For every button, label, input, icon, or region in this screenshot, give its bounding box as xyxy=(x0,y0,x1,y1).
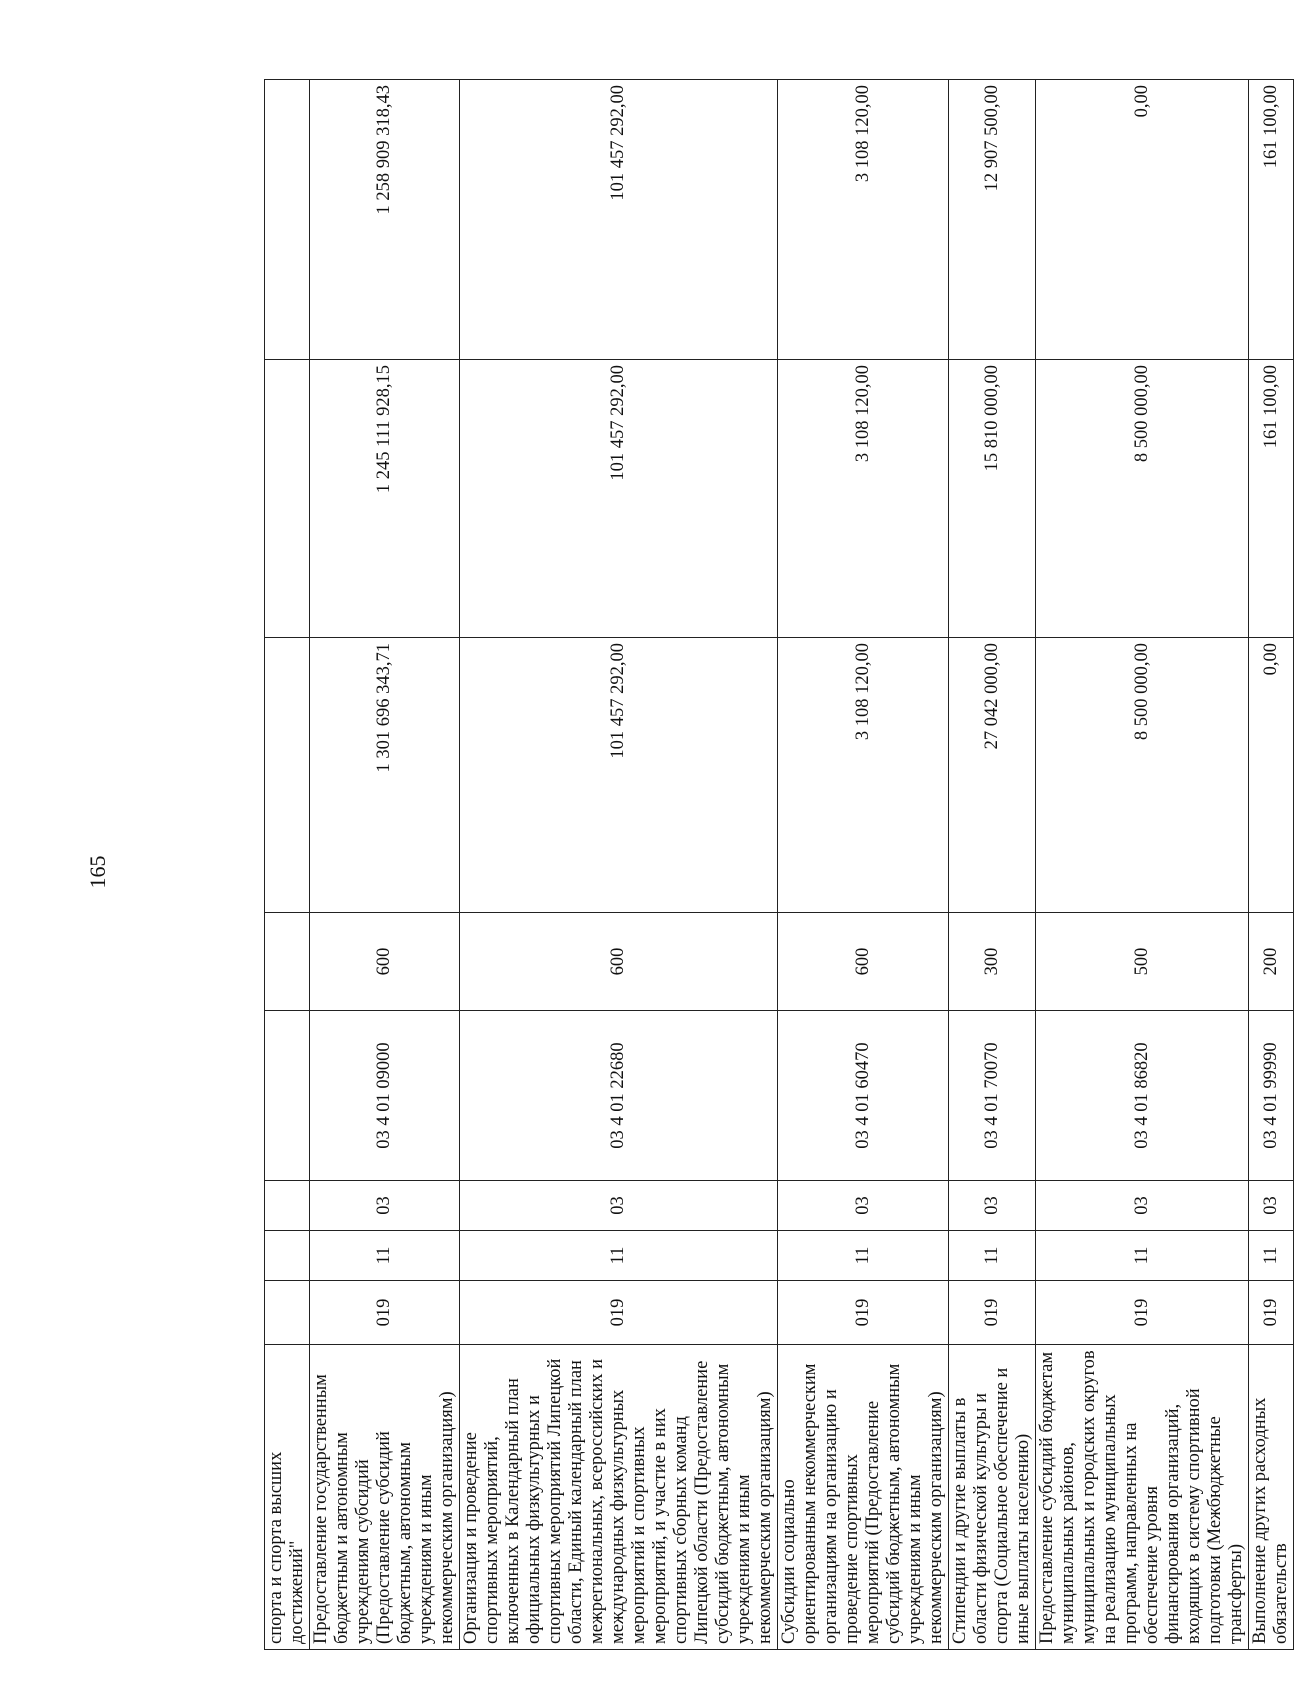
row-sum-1: 1 301 696 343,71 xyxy=(310,638,460,913)
row-gl: 019 xyxy=(460,1281,778,1345)
row-name: Выполнение других расходных обязательств xyxy=(1249,1345,1294,1650)
row-sum-2: 3 108 120,00 xyxy=(778,360,949,638)
row-name: спорта и спорта высших достижений" xyxy=(265,1345,310,1650)
row-csr: 03 4 01 09000 xyxy=(310,1011,460,1181)
table-row xyxy=(949,80,1036,1650)
row-csr xyxy=(265,1011,310,1181)
row-name: Организация и проведение спортивных мероприятий, включенных в Календарный план официальных физкультурных и спортивных мероприятий Липецкой области, Единый календарный план межрегиональных, всероссийских и международных физкультурных мероприятий и спортивных мероприятий, и участие в них спортивных сборных команд Липецкой области (Предоставление субсидий бюджетным, автономным учреждениям и иным некоммерческим организациям) xyxy=(460,1345,778,1650)
row-pr: 03 xyxy=(310,1181,460,1231)
row-sum-3: 0,00 xyxy=(1036,80,1249,360)
row-sum-2 xyxy=(265,360,310,638)
rotated-table-wrapper xyxy=(264,80,1291,1650)
row-pr xyxy=(265,1181,310,1231)
row-rz: 11 xyxy=(460,1231,778,1281)
row-vr: 600 xyxy=(460,913,778,1011)
row-csr: 03 4 01 99990 xyxy=(1249,1011,1294,1181)
row-csr: 03 4 01 60470 xyxy=(778,1011,949,1181)
row-rz xyxy=(265,1231,310,1281)
row-sum-1: 3 108 120,00 xyxy=(778,638,949,913)
row-sum-3: 12 907 500,00 xyxy=(949,80,1036,360)
table-row xyxy=(265,80,310,1650)
page-number: 165 xyxy=(85,855,110,889)
row-vr: 200 xyxy=(1249,913,1294,1011)
row-gl: 019 xyxy=(310,1281,460,1345)
row-rz: 11 xyxy=(310,1231,460,1281)
row-vr: 300 xyxy=(949,913,1036,1011)
row-gl: 019 xyxy=(1036,1281,1249,1345)
row-sum-3: 1 258 909 318,43 xyxy=(310,80,460,360)
row-gl: 019 xyxy=(1249,1281,1294,1345)
row-name: Предоставление субсидий бюджетам муниципальных районов, муниципальных и городских округов на реализацию муниципальных программ, направленных на обеспечение уровня финансирования организаций, входящих в систему спортивной подготовки (Межбюджетные трансферты) xyxy=(1036,1345,1249,1650)
row-csr: 03 4 01 86820 xyxy=(1036,1011,1249,1181)
row-gl: 019 xyxy=(949,1281,1036,1345)
row-vr: 600 xyxy=(778,913,949,1011)
row-sum-2: 15 810 000,00 xyxy=(949,360,1036,638)
row-sum-3: 3 108 120,00 xyxy=(778,80,949,360)
row-sum-3: 101 457 292,00 xyxy=(460,80,778,360)
row-name: Субсидии социально ориентированным некоммерческим организациям на организацию и проведение спортивных мероприятий (Предоставление субсидий бюджетным, автономным учреждениям и иным некоммерческим организациям) xyxy=(778,1345,949,1650)
row-csr: 03 4 01 22680 xyxy=(460,1011,778,1181)
table-row xyxy=(778,80,949,1650)
row-sum-2: 1 245 111 928,15 xyxy=(310,360,460,638)
table-row xyxy=(310,80,460,1650)
row-rz: 11 xyxy=(949,1231,1036,1281)
row-name: Стипендии и другие выплаты в области физической культуры и спорта (Социальное обеспечение и иные выплаты населению) xyxy=(949,1345,1036,1650)
row-sum-2: 161 100,00 xyxy=(1249,360,1294,638)
row-vr xyxy=(265,913,310,1011)
row-vr: 500 xyxy=(1036,913,1249,1011)
row-vr: 600 xyxy=(310,913,460,1011)
row-gl: 019 xyxy=(778,1281,949,1345)
row-pr: 03 xyxy=(778,1181,949,1231)
row-pr: 03 xyxy=(460,1181,778,1231)
budget-table xyxy=(264,79,1294,1650)
row-sum-2: 8 500 000,00 xyxy=(1036,360,1249,638)
row-sum-3 xyxy=(265,80,310,360)
row-name: Предоставление государственным бюджетным и автономным учреждениям субсидий (Предоставление субсидий бюджетным, автономным учреждениям и иным некоммерческим организациям) xyxy=(310,1345,460,1650)
row-sum-1: 8 500 000,00 xyxy=(1036,638,1249,913)
table-row xyxy=(1036,80,1249,1650)
row-pr: 03 xyxy=(1249,1181,1294,1231)
row-pr: 03 xyxy=(949,1181,1036,1231)
row-sum-3: 161 100,00 xyxy=(1249,80,1294,360)
row-sum-1: 0,00 xyxy=(1249,638,1294,913)
row-csr: 03 4 01 70070 xyxy=(949,1011,1036,1181)
table-row xyxy=(1249,80,1294,1650)
row-rz: 11 xyxy=(1036,1231,1249,1281)
table-row xyxy=(460,80,778,1650)
row-sum-2: 101 457 292,00 xyxy=(460,360,778,638)
row-gl xyxy=(265,1281,310,1345)
row-rz: 11 xyxy=(1249,1231,1294,1281)
row-sum-1: 101 457 292,00 xyxy=(460,638,778,913)
row-rz: 11 xyxy=(778,1231,949,1281)
row-sum-1 xyxy=(265,638,310,913)
row-pr: 03 xyxy=(1036,1181,1249,1231)
row-sum-1: 27 042 000,00 xyxy=(949,638,1036,913)
